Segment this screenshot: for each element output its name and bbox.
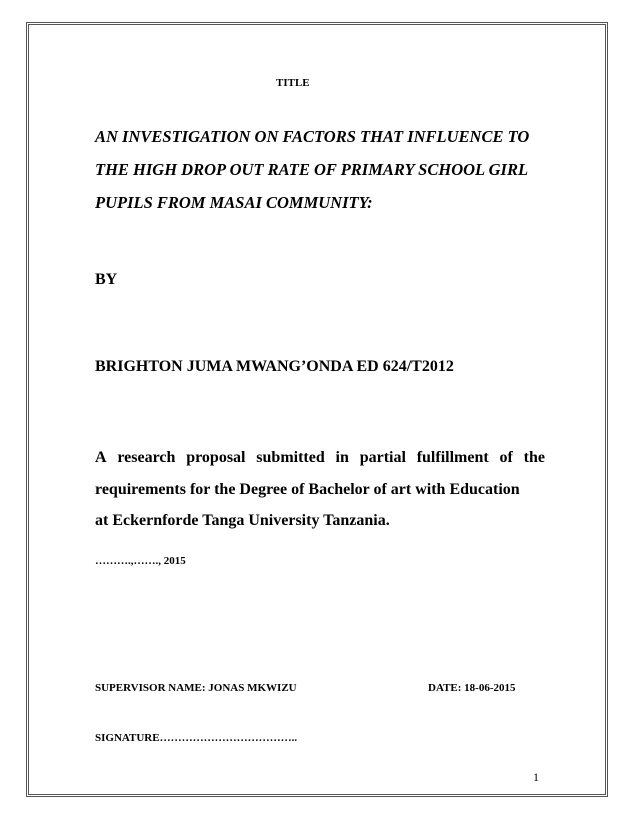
document-title [95,120,555,219]
supervisor-name: SUPERVISOR NAME: JONAS MKWIZU [95,682,297,694]
page-number: 1 [533,770,539,784]
signature-line: SIGNATURE……………………………….. [95,732,298,744]
proposal-word: proposal [186,449,246,466]
proposal-word: in [335,449,349,466]
document-title-line: AN INVESTIGATION ON FACTORS THAT INFLUENCE TO [95,127,530,146]
signed-date: DATE: 18-06-2015 [428,682,516,694]
proposal-line: requirements for the Degree of Bachelor of art with Education [95,480,520,498]
title-label: TITLE [276,77,310,89]
document-title-line: PUPILS FROM MASAI COMMUNITY: [95,193,373,212]
author-name: BRIGHTON JUMA MWANG’ONDA ED 624/T2012 [95,358,454,375]
by-label: BY [95,271,118,288]
proposal-word: fulfillment [416,449,489,466]
proposal-word: A [95,449,107,466]
submission-date: ……….,……., 2015 [95,555,186,567]
proposal-line: at Eckernforde Tanga University Tanzania. [95,512,390,529]
proposal-word: the [523,449,545,466]
proposal-word: of [499,449,513,466]
document-title-line: THE HIGH DROP OUT RATE OF PRIMARY SCHOOL GIRL [95,160,529,179]
proposal-word: research [117,449,176,466]
proposal-statement [95,442,545,537]
proposal-word: submitted [256,449,325,466]
proposal-word: partial [359,449,406,466]
proposal-line [95,442,545,474]
